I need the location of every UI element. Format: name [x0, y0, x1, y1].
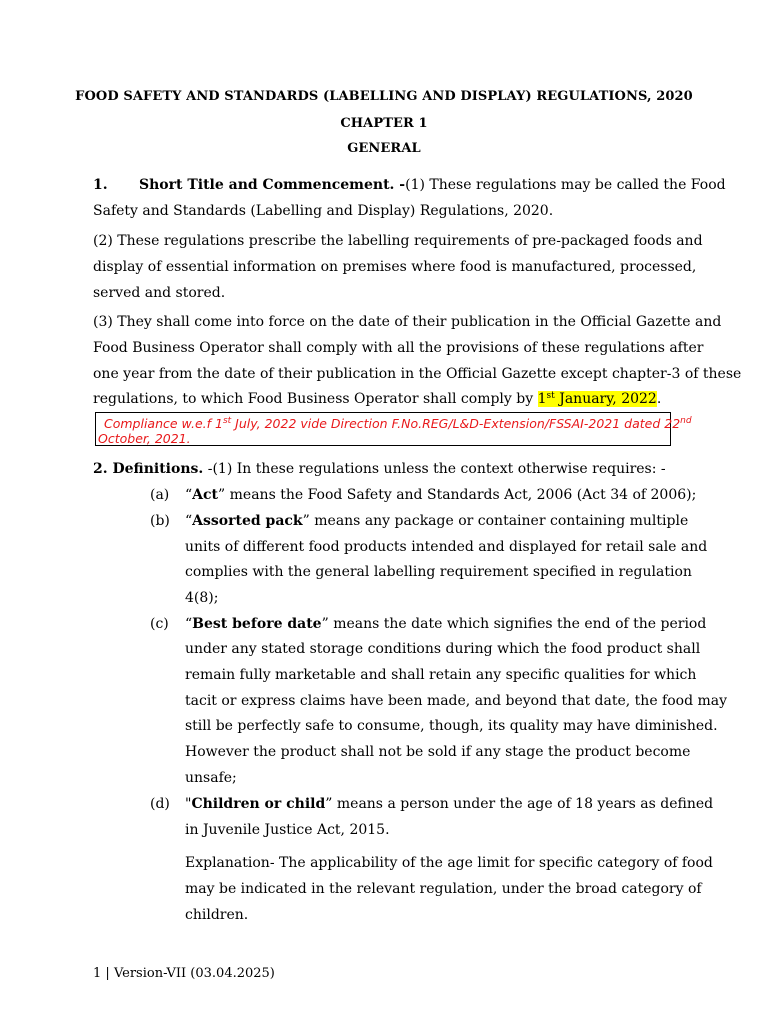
- section-2-heading: 2. Definitions.: [93, 461, 204, 477]
- section-2-intro: 2. Definitions. -(1) In these regulations unless the context otherwise requires: -: [93, 461, 666, 477]
- section-1-line-1: Short Title and Commencement. -(1) These regulations may be called the Food: [139, 177, 726, 193]
- version-label: Version-VII (03.04.2025): [113, 966, 275, 981]
- page-number: 1: [93, 966, 102, 981]
- definition-c-term: Best before date: [192, 616, 322, 632]
- definition-d-line-2: in Juvenile Justice Act, 2015.: [185, 822, 390, 838]
- section-1-p2-line-3: served and stored.: [93, 285, 226, 301]
- definition-b-line-2: units of different food products intended and displayed for retail sale and: [185, 539, 708, 555]
- definition-c-line-6: However the product shall not be sold if any stage the product become: [185, 744, 691, 760]
- chapter-number: CHAPTER 1: [340, 116, 428, 131]
- definition-c-line-4: tacit or express claims have been made, and beyond that date, the food may: [185, 693, 728, 709]
- definition-b-line-1: “Assorted pack” means any package or container containing multiple: [185, 513, 689, 529]
- definition-c-line-3: remain fully marketable and shall retain any specific qualities for which: [185, 667, 697, 683]
- chapter-name: GENERAL: [347, 141, 421, 156]
- definition-d-term: Children or child: [191, 796, 326, 812]
- section-1-number: 1.: [93, 177, 108, 193]
- section-1-p3-line-1: (3) They shall come into force on the date of their publication in the Official Gazette and: [93, 314, 722, 330]
- document-title: FOOD SAFETY AND STANDARDS (LABELLING AND DISPLAY) REGULATIONS, 2020: [75, 89, 693, 104]
- definition-a-line-1: “Act” means the Food Safety and Standards Act, 2006 (Act 34 of 2006);: [185, 487, 697, 503]
- page-footer: 1 | Version-VII (03.04.2025): [93, 966, 275, 981]
- definition-d-explanation-line-2: may be indicated in the relevant regulation, under the broad category of: [185, 881, 702, 897]
- definition-d-explanation-line-3: children.: [185, 907, 249, 923]
- definition-c-line-5: still be perfectly safe to consume, though, its quality may have diminished.: [185, 718, 718, 734]
- definition-a-label: (a): [150, 487, 170, 503]
- definition-d-line-1: "Children or child” means a person under the age of 18 years as defined: [185, 796, 714, 812]
- highlighted-date: 1st January, 2022: [537, 391, 657, 407]
- definition-b-line-3: complies with the general labelling requirement specified in regulation: [185, 564, 692, 580]
- definition-c-line-2: under any stated storage conditions during which the food product shall: [185, 641, 701, 657]
- compliance-note-line-1: Compliance w.e.f 1st July, 2022 vide Direction F.No.REG/L&D-Extension/FSSAI-2021 dated 22nd: [104, 416, 692, 431]
- definition-b-line-4: 4(8);: [185, 590, 219, 606]
- definition-d-label: (d): [150, 796, 170, 812]
- definition-a-term: Act: [192, 487, 219, 503]
- definition-c-label: (c): [150, 616, 169, 632]
- section-1-p2-line-2: display of essential information on premises where food is manufactured, processed,: [93, 259, 697, 275]
- definition-c-line-1: “Best before date” means the date which signifies the end of the period: [185, 616, 707, 632]
- definition-c-line-7: unsafe;: [185, 770, 237, 786]
- compliance-note-line-2: October, 2021.: [98, 431, 191, 446]
- section-1-heading: Short Title and Commencement. -: [139, 177, 406, 193]
- definition-d-explanation-line-1: Explanation- The applicability of the age limit for specific category of food: [185, 855, 713, 871]
- section-1-p2-line-1: (2) These regulations prescribe the labelling requirements of pre-packaged foods and: [93, 233, 703, 249]
- section-1-line-2: Safety and Standards (Labelling and Display) Regulations, 2020.: [93, 203, 554, 219]
- section-1-p3-line-4: regulations, to which Food Business Operator shall comply by 1st January, 2022.: [93, 391, 662, 407]
- definition-b-term: Assorted pack: [192, 513, 303, 529]
- section-1-p3-line-3: one year from the date of their publication in the Official Gazette except chapter-3 of these: [93, 366, 742, 382]
- section-1-p3-line-2: Food Business Operator shall comply with all the provisions of these regulations after: [93, 340, 704, 356]
- definition-b-label: (b): [150, 513, 170, 529]
